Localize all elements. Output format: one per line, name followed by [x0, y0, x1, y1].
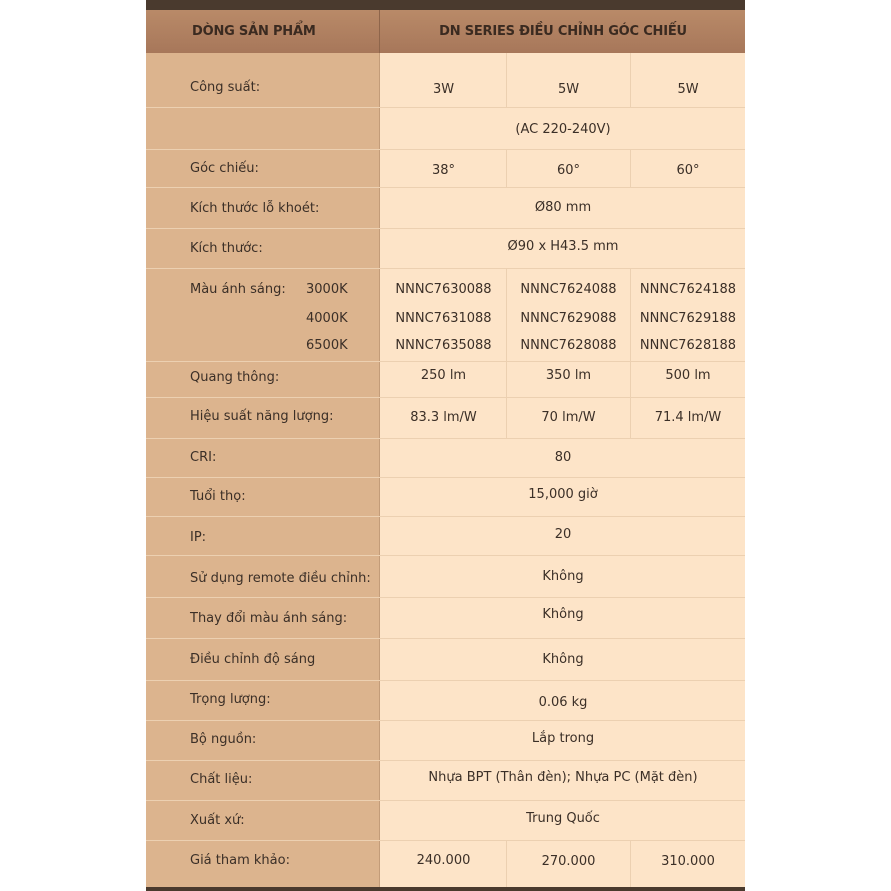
- row-color-change: [146, 598, 745, 639]
- divider: [630, 398, 631, 439]
- header-left-cell: [146, 10, 380, 53]
- code-6500k-2: NNNC7628088: [520, 338, 617, 353]
- value-flux-1: 250 lm: [420, 368, 467, 383]
- label-remote: Sử dụng remote điều chỉnh:: [190, 571, 371, 586]
- divider: [506, 269, 507, 362]
- label-dimming: Điều chỉnh độ sáng: [190, 652, 316, 667]
- value-beam-2: 60°: [556, 163, 581, 178]
- code-4000k-3: NNNC7629188: [639, 311, 737, 326]
- value-cutout: Ø80 mm: [534, 200, 592, 215]
- label-ip: IP:: [190, 530, 207, 545]
- header-product-line: DÒNG SẢN PHẨM: [192, 24, 316, 39]
- value-efficacy-2: 70 lm/W: [541, 410, 596, 425]
- label-power: Công suất:: [190, 80, 261, 95]
- divider: [630, 150, 631, 188]
- row-luminous-flux: [146, 362, 745, 398]
- value-flux-2: 350 lm: [545, 368, 592, 383]
- row-dimming: [146, 639, 745, 681]
- table-header: [146, 10, 745, 53]
- row-weight: [146, 681, 745, 721]
- row-power: [146, 53, 745, 108]
- value-power-3: 5W: [677, 82, 699, 97]
- value-cri: 80: [554, 450, 572, 465]
- header-series-title: DN SERIES ĐIỀU CHỈNH GÓC CHIẾU: [439, 24, 687, 39]
- code-6500k-3: NNNC7628188: [639, 338, 737, 353]
- value-driver: Lắp trong: [531, 731, 595, 746]
- value-size: Ø90 x H43.5 mm: [507, 239, 619, 254]
- value-price-2: 270.000: [541, 854, 596, 869]
- value-dimming: Không: [542, 652, 584, 667]
- row-material: [146, 761, 745, 801]
- spec-table: [146, 0, 745, 891]
- value-efficacy-1: 83.3 lm/W: [410, 410, 477, 425]
- row-ip: [146, 517, 745, 556]
- row-voltage: [146, 108, 745, 150]
- label-weight: Trọng lượng:: [190, 692, 271, 707]
- code-4000k-2: NNNC7629088: [520, 311, 617, 326]
- label-beam-angle: Góc chiếu:: [190, 161, 259, 176]
- divider: [630, 53, 631, 108]
- code-3000k-3: NNNC7624188: [639, 282, 737, 297]
- value-price-1: 240.000: [416, 853, 471, 868]
- row-light-color: [146, 269, 745, 362]
- divider: [506, 398, 507, 439]
- bottom-bar: [146, 887, 745, 891]
- divider: [506, 53, 507, 108]
- row-origin: [146, 801, 745, 841]
- value-price-3: 310.000: [661, 854, 715, 869]
- row-price: [146, 841, 745, 887]
- value-lifespan: 15,000 giờ: [528, 487, 598, 502]
- label-cutout: Kích thước lỗ khoét:: [190, 201, 320, 216]
- code-3000k-2: NNNC7624088: [520, 282, 617, 297]
- value-flux-3: 500 lm: [665, 368, 711, 383]
- divider: [506, 362, 507, 398]
- value-remote: Không: [542, 569, 584, 584]
- top-bar: [146, 0, 745, 10]
- color-temp-4000k: 4000K: [306, 311, 348, 326]
- label-light-color: Màu ánh sáng:: [190, 282, 286, 297]
- row-size: [146, 229, 745, 269]
- value-color-change: Không: [542, 607, 584, 622]
- value-material: Nhựa BPT (Thân đèn); Nhựa PC (Mặt đèn): [428, 770, 698, 785]
- label-size: Kích thước:: [190, 241, 263, 256]
- value-efficacy-3: 71.4 lm/W: [654, 410, 722, 425]
- row-cri: [146, 439, 745, 478]
- value-ip: 20: [554, 527, 572, 542]
- row-lifespan: [146, 478, 745, 517]
- value-beam-1: 38°: [431, 163, 456, 178]
- color-temp-6500k: 6500K: [306, 338, 348, 353]
- row-cutout: [146, 188, 745, 229]
- label-material: Chất liệu:: [190, 772, 253, 787]
- value-weight: 0.06 kg: [538, 695, 588, 710]
- label-price: Giá tham khảo:: [190, 853, 290, 868]
- value-origin: Trung Quốc: [526, 811, 600, 826]
- label-efficacy: Hiệu suất năng lượng:: [190, 409, 334, 424]
- divider: [506, 841, 507, 887]
- row-beam-angle: [146, 150, 745, 188]
- row-driver: [146, 721, 745, 761]
- value-power-1: 3W: [432, 82, 455, 97]
- label-lifespan: Tuổi thọ:: [190, 489, 246, 504]
- row-remote: [146, 556, 745, 598]
- code-6500k-1: NNNC7635088: [395, 338, 492, 353]
- row-efficacy: [146, 398, 745, 439]
- code-4000k-1: NNNC7631088: [395, 311, 492, 326]
- value-beam-3: 60°: [676, 163, 700, 178]
- label-origin: Xuất xứ:: [190, 813, 245, 828]
- label-driver: Bộ nguồn:: [190, 732, 257, 747]
- label-luminous-flux: Quang thông:: [190, 370, 280, 385]
- divider: [630, 269, 631, 362]
- color-temp-3000k: 3000K: [306, 282, 348, 297]
- code-3000k-1: NNNC7630088: [395, 282, 492, 297]
- value-power-2: 5W: [557, 82, 580, 97]
- label-color-change: Thay đổi màu ánh sáng:: [190, 611, 348, 626]
- divider: [506, 150, 507, 188]
- divider: [630, 841, 631, 887]
- divider: [630, 362, 631, 398]
- label-cri: CRI:: [190, 450, 217, 465]
- value-voltage: (AC 220-240V): [515, 122, 611, 137]
- header-right-cell: [381, 10, 745, 53]
